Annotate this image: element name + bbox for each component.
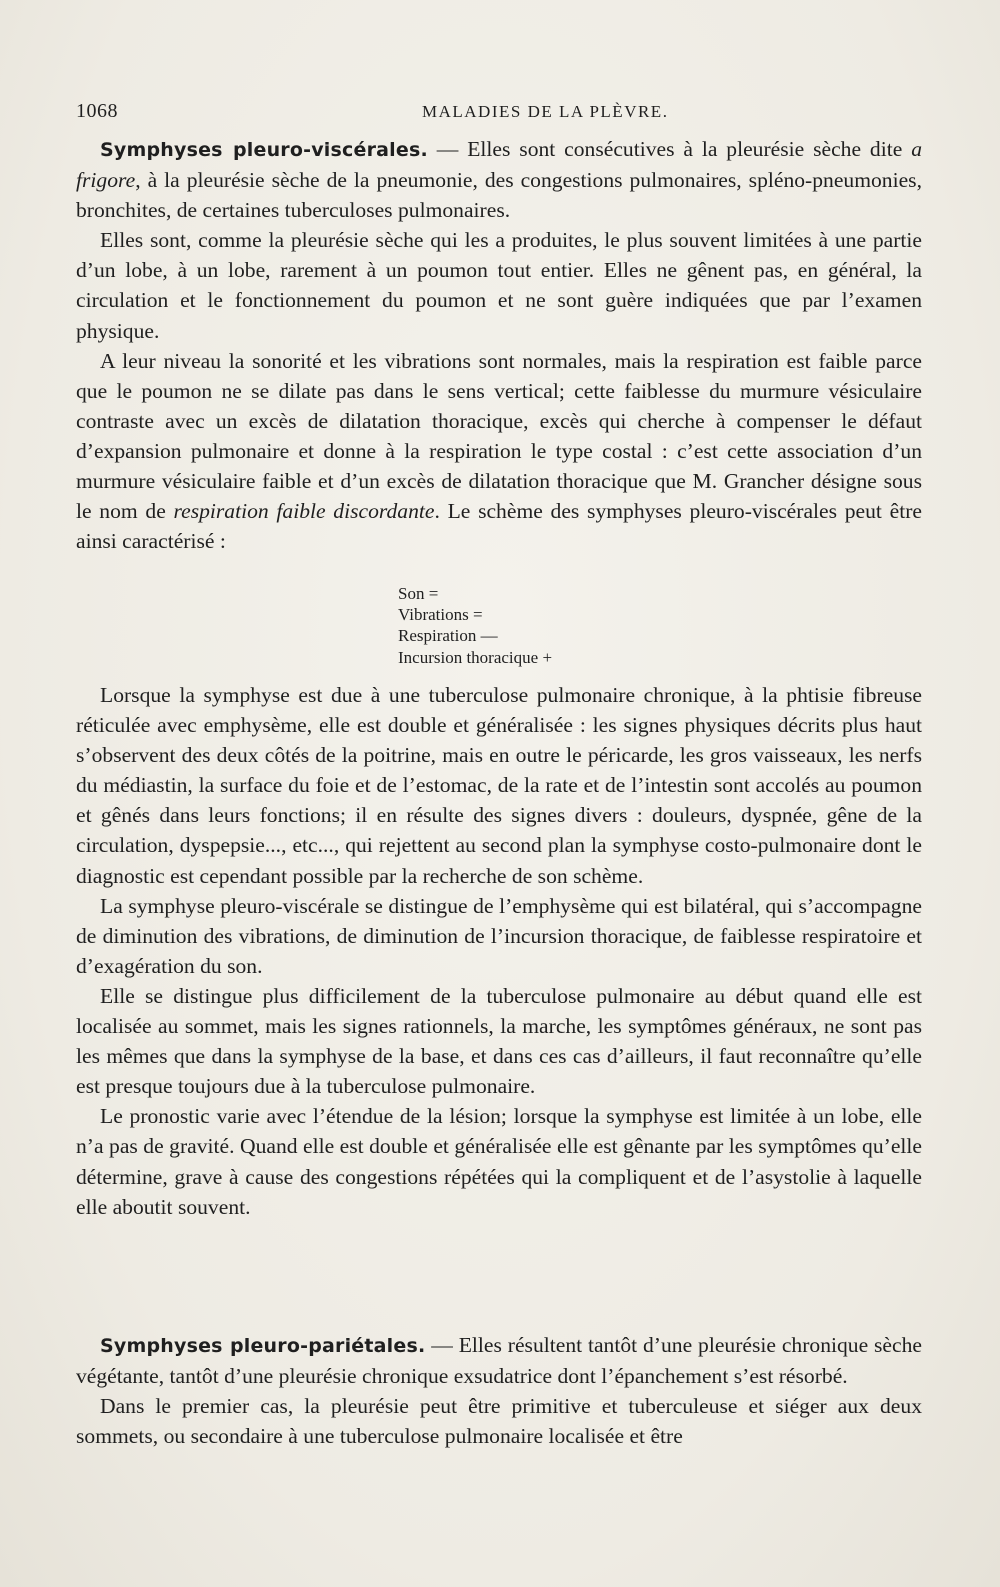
scheme-item-vibrations: Vibrations = [398,605,483,625]
scheme-item-incursion: Incursion thoracique + [398,647,553,667]
paragraph-text: , à la pleurésie sèche de la pneumonie, des congestions pulmonaires, spléno-pneumonies, bronchites, de certaines tuberculoses pulmonaires. [76,168,922,223]
paragraph [76,134,922,225]
paragraph-text: — Elles sont consécutives à la pleurésie sèche dite [427,137,912,161]
scheme-item-respiration: Respiration — [398,626,498,646]
paragraph: Dans le premier cas, la pleurésie peut être primitive et tuberculeuse et siéger aux deux sommets, ou secondaire à une tuberculose pulmonaire localisée et être [76,1394,922,1449]
running-head: MALADIES DE LA PLÈVRE. [422,102,669,121]
section-pleuro-viscerales-continued [76,680,922,1222]
section-title: Symphyses pleuro-viscérales. [100,139,428,161]
section-title: Symphyses pleuro-pariétales. [100,1335,426,1357]
section-pleuro-parietales [76,1330,922,1451]
paragraph: Elle se distingue plus difficilement de la tuberculose pulmonaire au début quand elle est localisée au sommet, mais les signes rationnels, la marche, les symptômes généraux, ne sont pas les mêmes que dans la symphyse de la base, et dans ces cas d’ailleurs, il faut reconnaître qu’elle est presque toujours due à la tuberculose pulmonaire. [76,983,922,1099]
paragraph: Le pronostic varie avec l’étendue de la lésion; lorsque la symphyse est limitée à un lobe, elle n’a pas de gravité. Quand elle est double et généralisée elle est gênante par les symptômes qu’elle détermine, grave à cause des congestions répétées qui la compliquent et de l’asystolie à laquelle elle aboutit souvent. [76,1104,922,1219]
section-pleuro-viscerales [76,134,922,556]
paragraph [76,346,922,557]
paragraph-text: . Le schème des symphyses pleuro-viscérales peut être ainsi caractérisé : [76,499,922,554]
page-header [76,100,936,126]
paragraph-text: A leur niveau la sonorité et les vibrations sont normales, mais la respiration est faible parce que le poumon ne se dilate pas dans le sens vertical; cette faiblesse du murmure vésiculaire contraste avec un excès de dilatation thoracique, excès qui cherche à compenser le défaut d’expansion pulmonaire et donne à la respiration le type costal : c’est cette association d’un murmure vésiculaire faible et d’un excès de dilatation thoracique que M. Grancher désigne sous le nom de [76,348,922,524]
emphasis-text: respiration faible discordante [173,499,435,524]
page-number: 1068 [76,100,118,122]
paragraph: La symphyse pleuro-viscérale se distingue de l’emphysème qui est bilatéral, qui s’accompagne de diminution des vibrations, de diminution de l’incursion thoracique, de faiblesse respiratoire et d’exagération du son. [76,893,922,978]
scheme-list [398,583,552,668]
paragraph: Lorsque la symphyse est due à une tuberculose pulmonaire chronique, à la phtisie fibreuse réticulée avec emphysème, elle est double et généralisée : les signes physiques décrits plus haut s’observent des deux côtés de la poitrine, mais en outre le péricarde, les gros vaisseaux, les nerfs du médiastin, la surface du foie et de l’estomac, de la rate et de l’intestin sont accolés au poumon et gênés dans leurs fonctions; il en résulte des signes divers : douleurs, dyspnée, gêne de la circulation, dyspepsie..., etc..., qui rejettent au second plan la symphyse costo-pulmonaire dont le diagnostic est cependant possible par la recherche de son schème. [76,683,922,888]
emphasis-text: a frigore [76,137,922,193]
paragraph: Elles sont, comme la pleurésie sèche qui les a produites, le plus souvent limitées à une partie d’un lobe, à un lobe, rarement à un poumon tout entier. Elles ne gênent pas, en général, la circulation et le fonctionnement du poumon et ne sont guère indiquées que par l’examen physique. [76,228,922,343]
scheme-item-son: Son = [398,584,439,603]
paragraph-text: — Elles résultent tantôt d’une pleurésie chronique sèche végétante, tantôt d’une pleurésie chronique exsudatrice dont l’épanchement s’est résorbé. [76,1333,922,1389]
paragraph [76,1330,922,1391]
